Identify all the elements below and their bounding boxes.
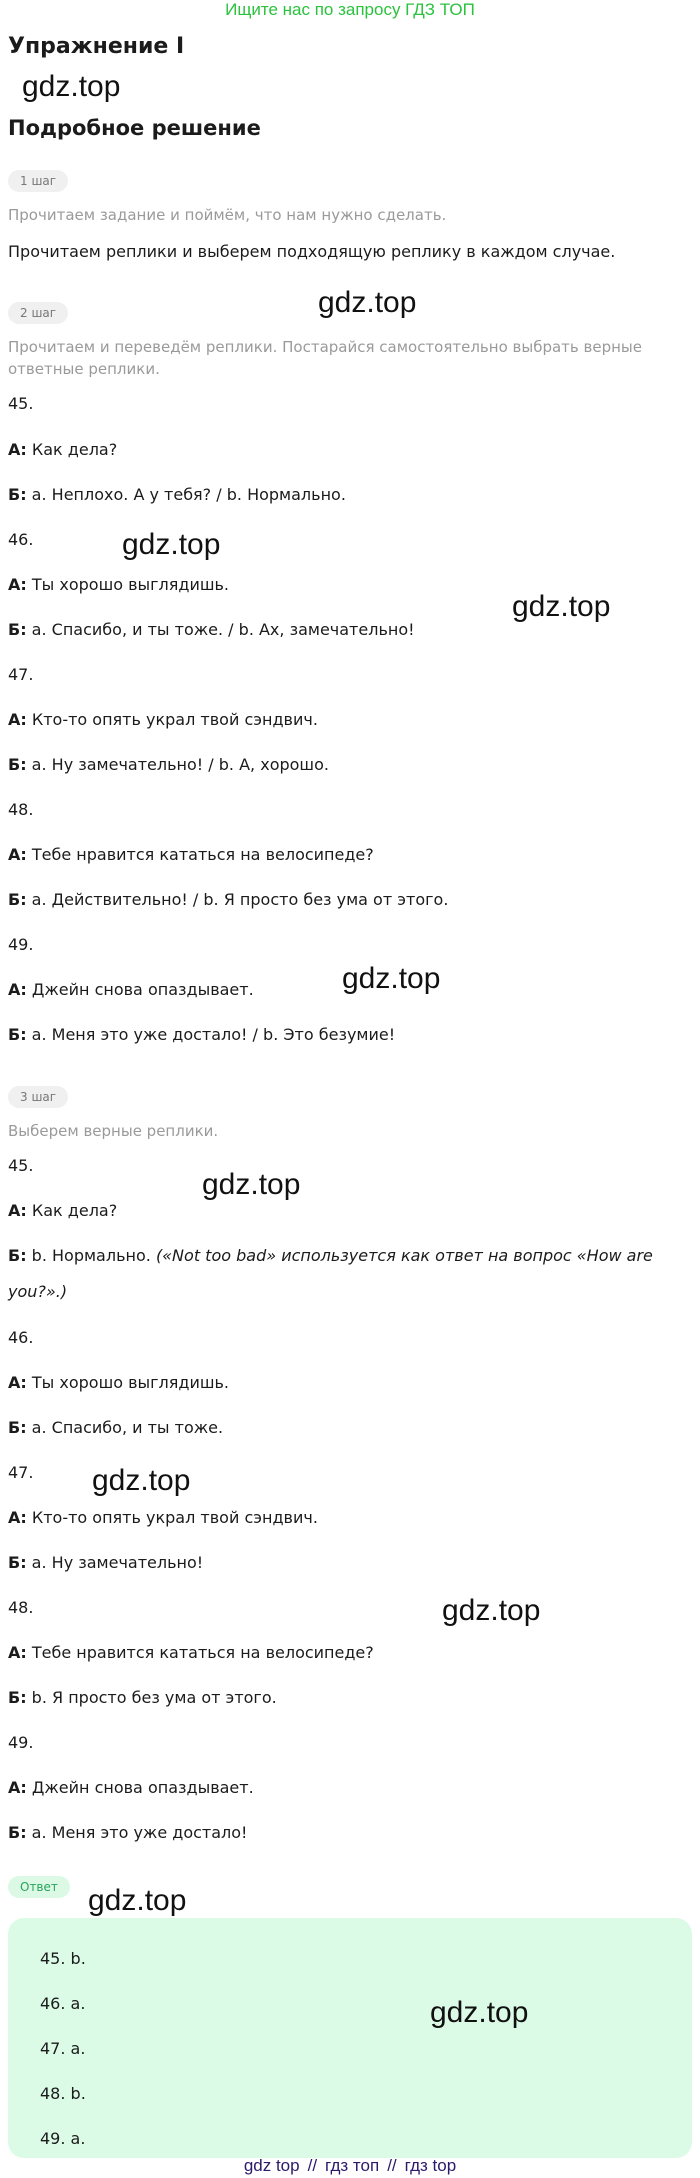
watermark: gdz.top — [202, 1168, 301, 1201]
dialogue-line-a — [8, 1365, 688, 1401]
item-number: 46. — [8, 530, 34, 549]
item-number: 48. — [8, 800, 34, 819]
speaker-label: Б: — [8, 1553, 27, 1572]
item-number: 48. — [8, 1598, 34, 1617]
dialogue-text: Кто-то опять украл твой сэндвич. — [26, 1508, 318, 1527]
item-number: 47. — [8, 1463, 34, 1482]
dialogue-text: a. Ну замечательно! / b. А, хорошо. — [26, 755, 329, 774]
item-number: 46. — [8, 1328, 34, 1347]
dialogue-text: Джейн снова опаздывает. — [26, 1778, 254, 1797]
speaker-label: А: — [8, 440, 27, 459]
watermark: gdz.top — [318, 286, 417, 319]
dialogue-text: Тебе нравится кататься на велосипеде? — [26, 1643, 374, 1662]
dialogue-line-b — [8, 477, 688, 513]
answer-item: 49. a. — [40, 2129, 86, 2148]
step-text: Прочитаем реплики и выберем подходящую реплику в каждом случае. — [8, 242, 616, 261]
dialogue-line-b — [8, 1410, 688, 1446]
speaker-label: Б: — [8, 1246, 27, 1265]
dialogue-line-a — [8, 1635, 688, 1671]
search-banner: Ищите нас по запросу ГДЗ ТОП — [225, 0, 475, 19]
speaker-label: Б: — [8, 1688, 27, 1707]
dialogue-line-a — [8, 972, 688, 1008]
item-number: 49. — [8, 935, 34, 954]
speaker-label: Б: — [8, 890, 27, 909]
dialogue-text: b. Я просто без ума от этого. — [26, 1688, 277, 1707]
answer-item: 47. a. — [40, 2039, 86, 2058]
watermark: gdz.top — [430, 1996, 529, 2029]
dialogue-text: a. Неплохо. А у тебя? / b. Нормально. — [26, 485, 346, 504]
speaker-label: Б: — [8, 485, 27, 504]
speaker-label: А: — [8, 845, 27, 864]
speaker-label: А: — [8, 575, 27, 594]
speaker-label: А: — [8, 980, 27, 999]
step-hint: Выберем верные реплики. — [8, 1122, 219, 1140]
dialogue-line-b — [8, 882, 688, 918]
dialogue-line-a — [8, 1770, 688, 1806]
dialogue-text: b. Нормально. — [26, 1246, 156, 1265]
dialogue-text: a. Меня это уже достало! — [26, 1823, 248, 1842]
dialogue-line-b — [8, 1680, 688, 1716]
answer-box — [8, 1918, 692, 2158]
answer-item: 48. b. — [40, 2084, 86, 2103]
footer-link[interactable]: gdz top — [243, 2156, 300, 2175]
explanation-note: («Not too bad» используется как ответ на вопрос «How are you?».) — [8, 1246, 653, 1301]
dialogue-line-a — [8, 1500, 688, 1536]
speaker-label: Б: — [8, 755, 27, 774]
watermark: gdz.top — [122, 528, 221, 561]
step-badge: 2 шаг — [8, 302, 68, 324]
dialogue-line-b — [8, 1017, 688, 1053]
dialogue-line-a — [8, 432, 688, 468]
answer-item: 46. a. — [40, 1994, 86, 2013]
watermark: gdz.top — [22, 70, 121, 103]
dialogue-line-a — [8, 1193, 688, 1229]
dialogue-line-a — [8, 837, 688, 873]
section-title: Подробное решение — [8, 116, 261, 140]
speaker-label: Б: — [8, 1418, 27, 1437]
dialogue-text: Ты хорошо выглядишь. — [26, 1373, 230, 1392]
speaker-label: А: — [8, 1508, 27, 1527]
dialogue-line-b — [8, 1238, 688, 1310]
speaker-label: А: — [8, 710, 27, 729]
dialogue-text: Тебе нравится кататься на велосипеде? — [26, 845, 374, 864]
dialogue-text: a. Спасибо, и ты тоже. — [26, 1418, 224, 1437]
step-hint: Прочитаем задание и поймём, что нам нужно сделать. — [8, 206, 447, 224]
dialogue-text: Джейн снова опаздывает. — [26, 980, 254, 999]
dialogue-line-b — [8, 612, 688, 648]
dialogue-text: Ты хорошо выглядишь. — [26, 575, 230, 594]
speaker-label: А: — [8, 1643, 27, 1662]
step-hint: Прочитаем и переведём реплики. Постарайся самостоятельно выбрать верные ответные реплики. — [8, 338, 642, 378]
speaker-label: Б: — [8, 620, 27, 639]
footer-separator: // — [307, 2156, 318, 2175]
item-number: 47. — [8, 665, 34, 684]
answer-item: 45. b. — [40, 1949, 86, 1968]
watermark: gdz.top — [92, 1464, 191, 1497]
answer-badge: Ответ — [8, 1876, 70, 1898]
speaker-label: А: — [8, 1201, 27, 1220]
dialogue-line-b — [8, 747, 688, 783]
page-title: Упражнение I — [8, 34, 185, 59]
watermark: gdz.top — [442, 1594, 541, 1627]
watermark: gdz.top — [88, 1884, 187, 1917]
dialogue-line-b — [8, 1815, 688, 1851]
speaker-label: Б: — [8, 1823, 27, 1842]
footer-link[interactable]: гдз top — [404, 2156, 457, 2175]
step-badge: 1 шаг — [8, 170, 68, 192]
dialogue-text: a. Ну замечательно! — [26, 1553, 204, 1572]
dialogue-text: Как дела? — [26, 440, 118, 459]
dialogue-line-a — [8, 702, 688, 738]
dialogue-text: Кто-то опять украл твой сэндвич. — [26, 710, 318, 729]
watermark: gdz.top — [342, 962, 441, 995]
dialogue-text: a. Действительно! / b. Я просто без ума от этого. — [26, 890, 449, 909]
dialogue-line-b — [8, 1545, 688, 1581]
speaker-label: А: — [8, 1778, 27, 1797]
speaker-label: А: — [8, 1373, 27, 1392]
speaker-label: Б: — [8, 1025, 27, 1044]
dialogue-text: a. Меня это уже достало! / b. Это безумие! — [26, 1025, 396, 1044]
dialogue-text: a. Спасибо, и ты тоже. / b. Ах, замечательно! — [26, 620, 415, 639]
dialogue-text: Как дела? — [26, 1201, 118, 1220]
footer-links — [0, 2156, 700, 2176]
item-number: 49. — [8, 1733, 34, 1752]
step-badge: 3 шаг — [8, 1086, 68, 1108]
watermark: gdz.top — [512, 590, 611, 623]
footer-link[interactable]: гдз топ — [325, 2156, 380, 2175]
footer-separator: // — [387, 2156, 397, 2175]
item-number: 45. — [8, 1156, 34, 1175]
item-number: 45. — [8, 394, 34, 413]
